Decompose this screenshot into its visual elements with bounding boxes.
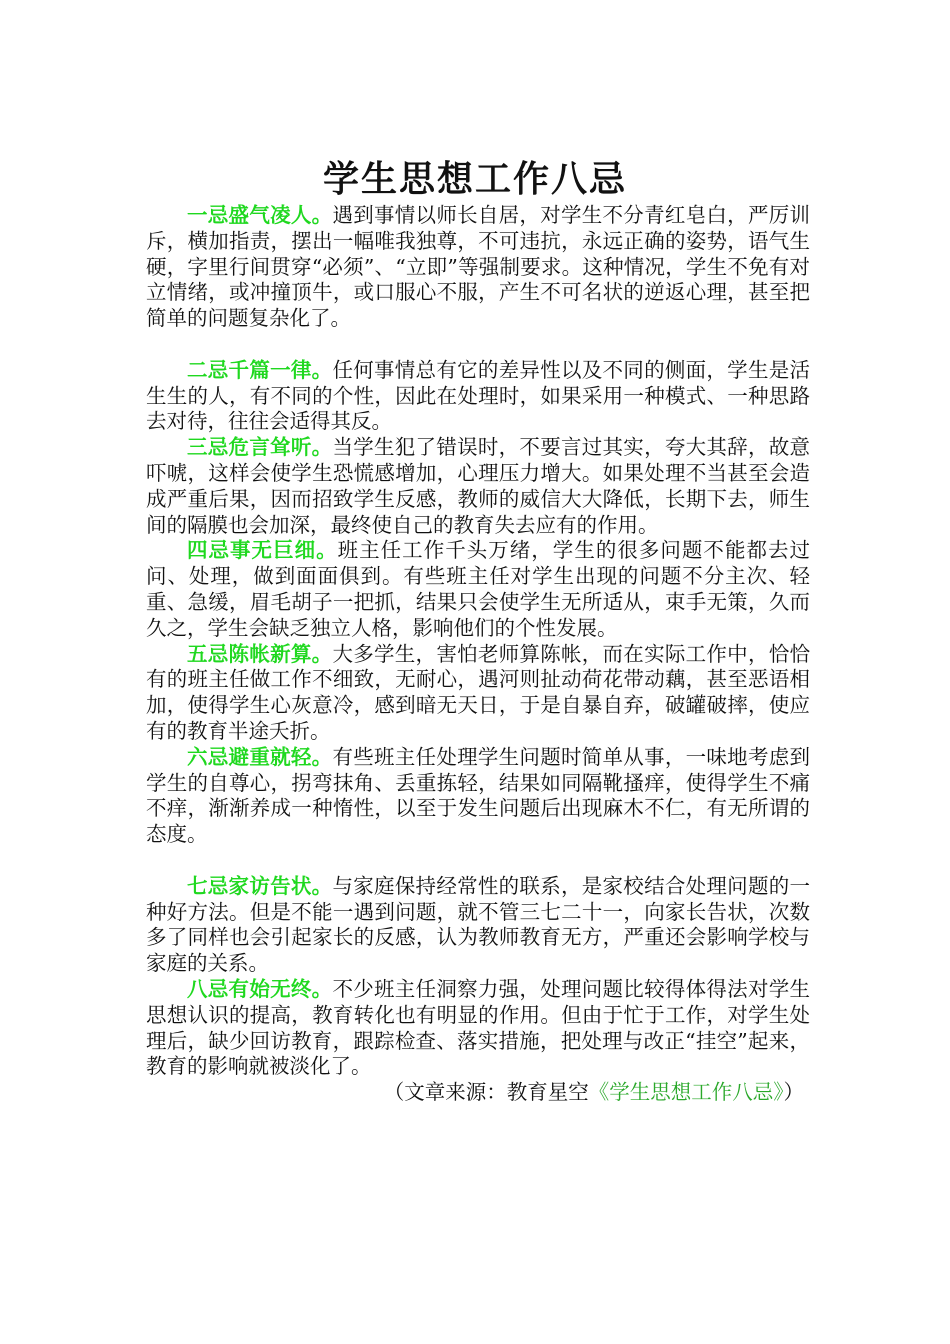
section-8 [146,977,810,1080]
section-heading: 三忌危言耸听。 [187,435,333,460]
section-heading: 五忌陈帐新算。 [187,641,333,666]
document-body [146,203,810,1106]
section-heading: 七忌家访告状。 [187,873,333,898]
source-prefix: （文章来源：教育星空 [383,1080,589,1105]
section-7 [146,874,810,977]
section-2 [146,358,810,435]
section-text: 遇到事情以师长自居，对学生不分青红皂白，严厉训斥，横加指责，摆出一幅唯我独尊，不可违抗，永远正确的姿势，语气生硬，字里行间贯穿“必须”、“立即”等强制要求。这种情况，学生不免有对立情绪，或冲撞顶牛，或口服心不服，产生不可名状的逆返心理，甚至把简单的问题复杂化了。 [146,203,811,331]
section-text: 任何事情总有它的差异性以及不同的侧面，学生是活生生的人，有不同的个性，因此在处理时，如果采用一种模式、一种思路去对待，往往会适得其反。 [146,357,811,434]
section-heading: 八忌有始无终。 [187,976,333,1001]
section-heading: 二忌千篇一律。 [187,357,333,382]
section-text: 不少班主任洞察力强，处理问题比较得体得法对学生思想认识的提高，教育转化也有明显的作用。但由于忙于工作，对学生处理后，缺少回访教育，跟踪检查、落实措施，把处理与改正“挂空”起来，教育的影响就被淡化了。 [146,976,811,1079]
section-6 [146,745,810,848]
section-4 [146,538,810,641]
section-text: 当学生犯了错误时，不要言过其实，夸大其辞，故意吓唬，这样会使学生恐慌感增加，心理压力增大。如果处理不当甚至会造成严重后果，因而招致学生反感，教师的威信大大降低，长期下去，师生间的隔膜也会加深，最终使自己的教育失去应有的作用。 [146,435,811,537]
source-citation [146,1080,810,1106]
document-title: 学生思想工作八忌 [322,159,627,200]
section-3 [146,435,810,538]
source-link[interactable]: 《学生思想工作八忌》 [588,1080,784,1105]
source-suffix: ） [783,1080,804,1105]
section-text: 班主任工作千头万绪，学生的很多问题不能都去过问、处理，做到面面俱到。有些班主任对学生出现的问题不分主次、轻重、急缓，眉毛胡子一把抓，结果只会使学生无所适从，束手无策，久而久之，学生会缺乏独立人格，影响他们的个性发展。 [146,538,810,640]
section-1 [146,203,810,332]
section-5 [146,642,810,745]
section-text: 大多学生，害怕老师算陈帐，而在实际工作中，恰恰有的班主任做工作不细致，无耐心，遇河则扯动荷花带动藕，甚至恶语相加，使得学生心灰意冷，感到暗无天日，于是自暴自弃，破罐破摔，使应有的教育半途夭折。 [146,641,811,743]
section-heading: 四忌事无巨细。 [187,538,338,563]
section-heading: 一忌盛气凌人。 [187,203,333,227]
section-text: 有些班主任处理学生问题时简单从事，一味地考虑到学生的自尊心，拐弯抹角、丢重拣轻，结果如同隔靴搔痒，使得学生不痛不痒，渐渐养成一种惰性，以至于发生问题后出现麻木不仁，有无所谓的态度。 [146,744,811,847]
section-text: 与家庭保持经常性的联系，是家校结合处理问题的一种好方法。但是不能一遇到问题，就不管三七二十一，向家长告状，次数多了同样也会引起家长的反感，认为教师教育无方，严重还会影响学校与家庭的关系。 [146,873,811,976]
section-heading: 六忌避重就轻。 [187,744,333,769]
